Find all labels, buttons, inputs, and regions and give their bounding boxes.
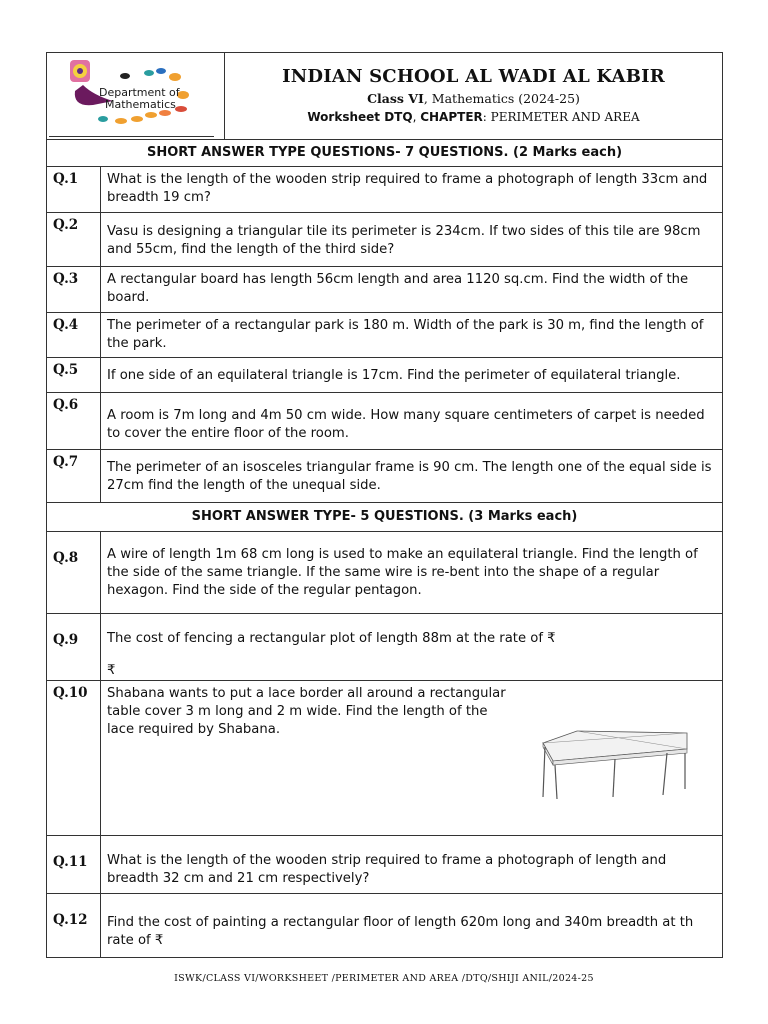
question-text: A room is 7m long and 4m 50 cm wide. How many square centimeters of carpet is needed to cover the entire floor of the room. xyxy=(101,393,723,450)
chapter-label: CHAPTER xyxy=(420,110,483,124)
page-footer: ISWK/CLASS VI/WORKSHEET /PERIMETER AND AREA /DTQ/SHIJI ANIL/2024-25 xyxy=(174,973,594,984)
question-number: Q.6 xyxy=(47,393,101,450)
question-text: What is the length of the wooden strip required to frame a photograph of length 33cm and breadth 19 cm? xyxy=(101,167,723,213)
question-number: Q.7 xyxy=(47,450,101,503)
rupee-symbol: ₹ xyxy=(107,663,116,678)
question-number: Q.5 xyxy=(47,358,101,393)
question-text: What is the length of the wooden strip required to frame a photograph of length and breadth 32 cm and 21 cm respectively? xyxy=(101,836,723,894)
question-text: A rectangular board has length 56cm length and area 1120 sq.cm. Find the width of the board. xyxy=(101,267,723,313)
worksheet-table xyxy=(46,52,723,958)
question-number: Q.3 xyxy=(47,267,101,313)
department-logo xyxy=(53,55,223,137)
subject-year: , Mathematics (2024-25) xyxy=(423,91,580,106)
question-number: Q.1 xyxy=(47,167,101,213)
question-text: Find the cost of painting a rectangular floor of length 620m long and 340m breadth at th rate of ₹ xyxy=(101,894,723,958)
question-number: Q.4 xyxy=(47,313,101,358)
logo-line2: Mathematics xyxy=(105,98,176,111)
question-text: Vasu is designing a triangular tile its perimeter is 234cm. If two sides of this tile are 98cm and 55cm, find the length of the third side? xyxy=(101,213,723,267)
question-cell xyxy=(101,681,723,836)
question-number: Q.10 xyxy=(47,681,101,836)
question-number: Q.11 xyxy=(47,836,101,894)
question-text: Shabana wants to put a lace border all around a rectangular table cover 3 m long and 2 m wide. Find the length of the lace required by Shabana. xyxy=(107,686,506,737)
chapter-name: : PERIMETER AND AREA xyxy=(482,110,640,124)
class-label: Class VI xyxy=(367,91,424,106)
question-text: The perimeter of a rectangular park is 180 m. Width of the park is 30 m, find the length of the park. xyxy=(101,313,723,358)
class-line xyxy=(225,91,722,106)
question-text: If one side of an equilateral triangle is 17cm. Find the perimeter of equilateral triangle. xyxy=(101,358,723,393)
section-heading-2marks: SHORT ANSWER TYPE QUESTIONS- 7 QUESTIONS. (2 Marks each) xyxy=(47,140,723,167)
question-number: Q.12 xyxy=(47,894,101,958)
school-name: INDIAN SCHOOL AL WADI AL KABIR xyxy=(282,66,665,87)
question-number: Q.2 xyxy=(47,213,101,267)
logo-line1: Department of xyxy=(99,86,180,99)
worksheet-line xyxy=(225,110,722,124)
table-illustration xyxy=(537,725,697,805)
header-title-cell xyxy=(225,53,723,140)
worksheet xyxy=(46,52,722,958)
question-number: Q.8 xyxy=(47,532,101,614)
section-heading-3marks: SHORT ANSWER TYPE- 5 QUESTIONS. (3 Marks each) xyxy=(47,503,723,532)
logo-divider xyxy=(49,136,214,137)
q10-content xyxy=(107,685,714,835)
question-text: The cost of fencing a rectangular plot of length 88m at the rate of ₹ xyxy=(107,631,556,646)
question-cell xyxy=(101,614,723,681)
worksheet-sep: , xyxy=(412,110,421,124)
worksheet-label: Worksheet DTQ xyxy=(307,110,413,124)
question-number: Q.9 xyxy=(47,614,101,681)
question-text: The perimeter of an isosceles triangular frame is 90 cm. The length one of the equal side is 27cm find the length of the unequal side. xyxy=(101,450,723,503)
question-text: A wire of length 1m 68 cm long is used to make an equilateral triangle. Find the length of the side of the same triangle. If the same wire is re-bent into the shape of a regular hexagon. Find the side of the regular pentagon. xyxy=(101,532,723,614)
logo-cell xyxy=(47,53,225,140)
